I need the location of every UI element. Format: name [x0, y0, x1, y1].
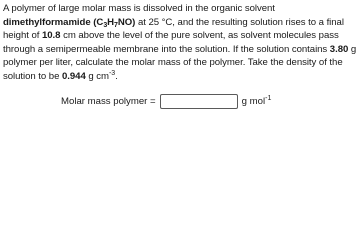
problem-statement: [3, 2, 356, 84]
problem-line-4: [3, 43, 356, 57]
density-unit: g cm: [85, 70, 109, 82]
mass-value: 3.80: [329, 43, 349, 55]
solvent-name: dimethylformamide: [3, 16, 91, 28]
problem-text: .: [115, 70, 118, 82]
unit-exponent: -1: [265, 94, 272, 102]
problem-text: at 25 °C, and the resulting solution rises to a final: [135, 16, 344, 28]
density-value: 0.944: [62, 70, 86, 82]
formula-part: (C: [93, 16, 104, 28]
problem-line-5: [3, 56, 349, 70]
problem-text: height of: [3, 30, 42, 42]
density-unit-exponent: -3: [108, 69, 116, 77]
problem-text: cm above the level of the pure solvent, as solvent molecules pass: [60, 30, 339, 42]
formula-subscript: 3: [103, 21, 108, 29]
molar-mass-label: Molar mass polymer =: [61, 95, 156, 107]
problem-text: polymer per liter, calculate the molar mass of the polymer. Take the density of the: [3, 57, 343, 69]
height-value: 10.8: [41, 30, 61, 42]
answer-row: [61, 91, 271, 111]
problem-text: A polymer of large molar mass is dissolved in the organic solvent: [3, 3, 275, 14]
problem-line-6: [3, 70, 349, 84]
problem-line-2: [3, 16, 349, 30]
formula-part: H: [107, 16, 115, 28]
problem-text: through a semipermeable membrane into the solution. If the solution contains: [3, 43, 330, 55]
molar-mass-unit: [242, 96, 272, 107]
formula-part: NO): [117, 16, 136, 28]
formula-subscript: 7: [114, 21, 118, 29]
unit-text: g mol: [241, 95, 266, 107]
problem-text: g: [348, 43, 356, 55]
solvent-formula: [93, 17, 135, 28]
problem-text: solution to be: [3, 70, 62, 82]
problem-line-3: [3, 29, 349, 43]
problem-line-1: [3, 2, 349, 16]
molar-mass-input[interactable]: [160, 94, 238, 109]
